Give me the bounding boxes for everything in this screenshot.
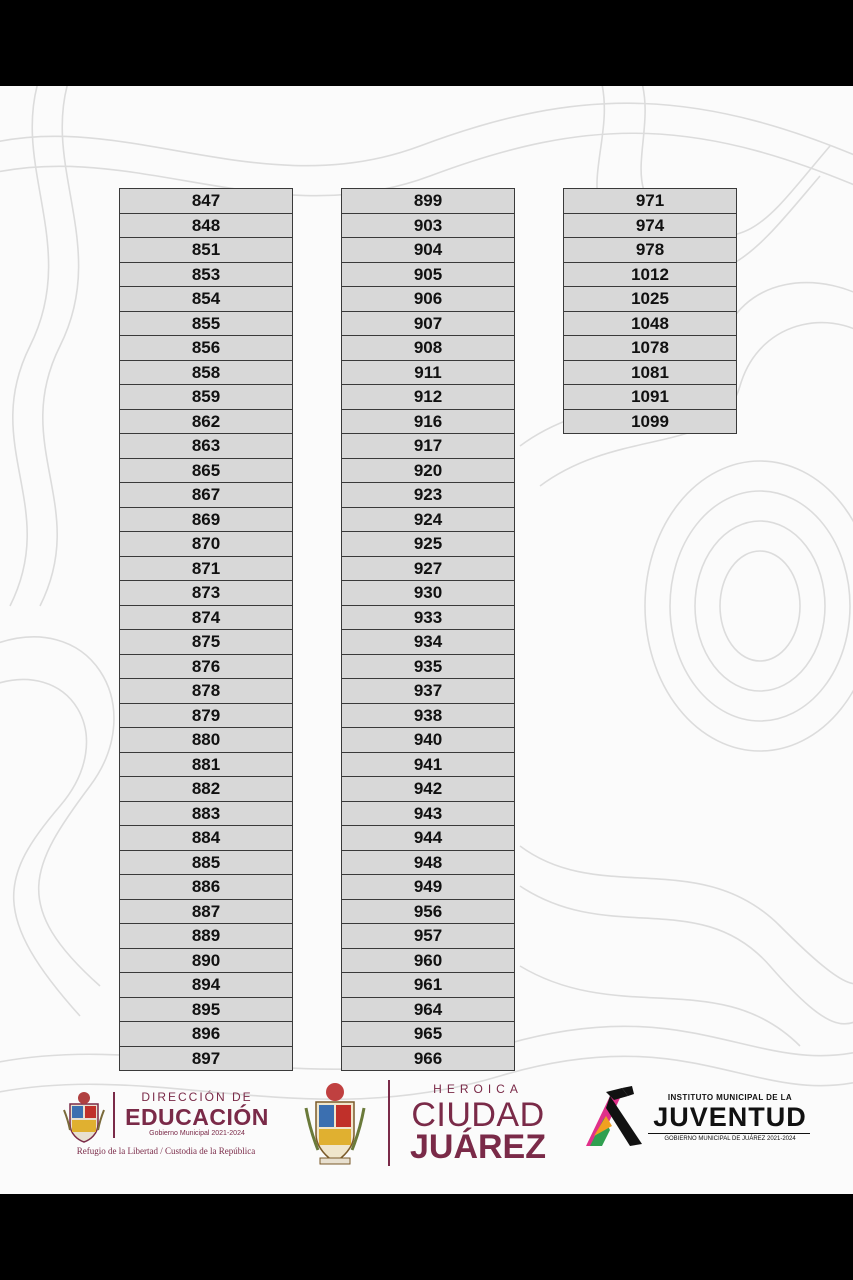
table-cell: 874 <box>120 606 292 631</box>
table-cell: 1099 <box>631 411 669 431</box>
table-cell: 856 <box>120 336 292 361</box>
educacion-motto: Refugio de la Libertad / Custodia de la República <box>76 1146 256 1156</box>
juventud-title: JUVENTUD <box>653 1102 807 1132</box>
document-page <box>0 86 853 1194</box>
table-cell: 961 <box>342 973 514 998</box>
table-cell: 938 <box>342 704 514 729</box>
table-cell: 875 <box>120 630 292 655</box>
table-cell: 971 <box>564 189 736 214</box>
table-cell: 948 <box>342 851 514 876</box>
table-cell: 871 <box>120 557 292 582</box>
table-cell: 911 <box>342 361 514 386</box>
divider <box>388 1080 390 1166</box>
table-cell: 847 <box>120 189 292 214</box>
table-cell: 884 <box>120 826 292 851</box>
educacion-top-label: DIRECCIÓN DE <box>141 1090 253 1104</box>
table-cell: 937 <box>342 679 514 704</box>
table-cell: 917 <box>342 434 514 459</box>
table-cell: 1091 <box>564 385 736 410</box>
table-cell: 899 <box>342 189 514 214</box>
footer-logos <box>0 1076 853 1186</box>
table-cell: 934 <box>342 630 514 655</box>
table-cell: 907 <box>342 312 514 337</box>
ciudad-top-label: HEROICA <box>433 1082 523 1096</box>
table-cell: 960 <box>342 949 514 974</box>
number-column-1 <box>119 188 293 1071</box>
table-cell: 920 <box>342 459 514 484</box>
table-cell: 966 <box>413 1048 443 1068</box>
table-cell: 933 <box>342 606 514 631</box>
table-cell: 964 <box>342 998 514 1023</box>
table-cell: 944 <box>342 826 514 851</box>
table-cell: 974 <box>564 214 736 239</box>
table-cell: 882 <box>120 777 292 802</box>
table-cell: 941 <box>342 753 514 778</box>
table-cell: 1012 <box>564 263 736 288</box>
table-cell: 862 <box>120 410 292 435</box>
table-cell: 897 <box>191 1048 221 1068</box>
table-cell: 854 <box>120 287 292 312</box>
table-cell: 865 <box>120 459 292 484</box>
educacion-title: EDUCACIÓN <box>125 1104 269 1130</box>
table-cell: 925 <box>342 532 514 557</box>
table-cell: 890 <box>120 949 292 974</box>
table-cell: 916 <box>342 410 514 435</box>
table-cell: 927 <box>342 557 514 582</box>
juventud-logo-icon <box>580 1086 648 1150</box>
table-cell: 949 <box>342 875 514 900</box>
table-cell: 903 <box>342 214 514 239</box>
ciudad-middle-label: CIUDAD <box>411 1096 545 1134</box>
table-cell: 957 <box>342 924 514 949</box>
table-cell: 879 <box>120 704 292 729</box>
table-cell: 880 <box>120 728 292 753</box>
table-cell: 867 <box>120 483 292 508</box>
table-cell: 870 <box>120 532 292 557</box>
table-cell: 906 <box>342 287 514 312</box>
table-cell: 943 <box>342 802 514 827</box>
juarez-seal-icon <box>302 1080 368 1166</box>
table-cell: 848 <box>120 214 292 239</box>
table-cell: 924 <box>342 508 514 533</box>
juventud-top-label: INSTITUTO MUNICIPAL DE LA <box>667 1093 793 1102</box>
table-cell: 940 <box>342 728 514 753</box>
table-cell: 863 <box>120 434 292 459</box>
divider <box>648 1133 810 1134</box>
table-cell: 859 <box>120 385 292 410</box>
number-column-2 <box>341 188 515 1071</box>
ciudad-bottom-label: JUÁREZ <box>409 1128 547 1166</box>
table-cell: 855 <box>120 312 292 337</box>
educacion-subtitle: Gobierno Municipal 2021-2024 <box>149 1130 245 1137</box>
table-cell: 858 <box>120 361 292 386</box>
divider <box>113 1092 115 1138</box>
table-cell: 873 <box>120 581 292 606</box>
table-cell: 876 <box>120 655 292 680</box>
table-cell: 894 <box>120 973 292 998</box>
table-cell: 965 <box>342 1022 514 1047</box>
table-cell: 904 <box>342 238 514 263</box>
table-cell: 869 <box>120 508 292 533</box>
table-cell: 895 <box>120 998 292 1023</box>
table-cell: 1081 <box>564 361 736 386</box>
coat-of-arms-icon <box>62 1090 106 1144</box>
table-cell: 851 <box>120 238 292 263</box>
table-cell: 853 <box>120 263 292 288</box>
table-cell: 978 <box>564 238 736 263</box>
table-cell: 905 <box>342 263 514 288</box>
table-cell: 956 <box>342 900 514 925</box>
table-cell: 1025 <box>564 287 736 312</box>
table-cell: 896 <box>120 1022 292 1047</box>
table-cell: 923 <box>342 483 514 508</box>
table-cell: 935 <box>342 655 514 680</box>
table-cell: 887 <box>120 900 292 925</box>
table-cell: 1078 <box>564 336 736 361</box>
number-column-3 <box>563 188 737 434</box>
table-cell: 1048 <box>564 312 736 337</box>
table-cell: 889 <box>120 924 292 949</box>
table-cell: 881 <box>120 753 292 778</box>
juventud-subtitle: GOBIERNO MUNICIPAL DE JUÁREZ 2021-2024 <box>664 1136 796 1142</box>
table-cell: 930 <box>342 581 514 606</box>
table-cell: 942 <box>342 777 514 802</box>
table-cell: 883 <box>120 802 292 827</box>
table-cell: 886 <box>120 875 292 900</box>
table-cell: 908 <box>342 336 514 361</box>
table-cell: 878 <box>120 679 292 704</box>
table-cell: 912 <box>342 385 514 410</box>
table-cell: 885 <box>120 851 292 876</box>
